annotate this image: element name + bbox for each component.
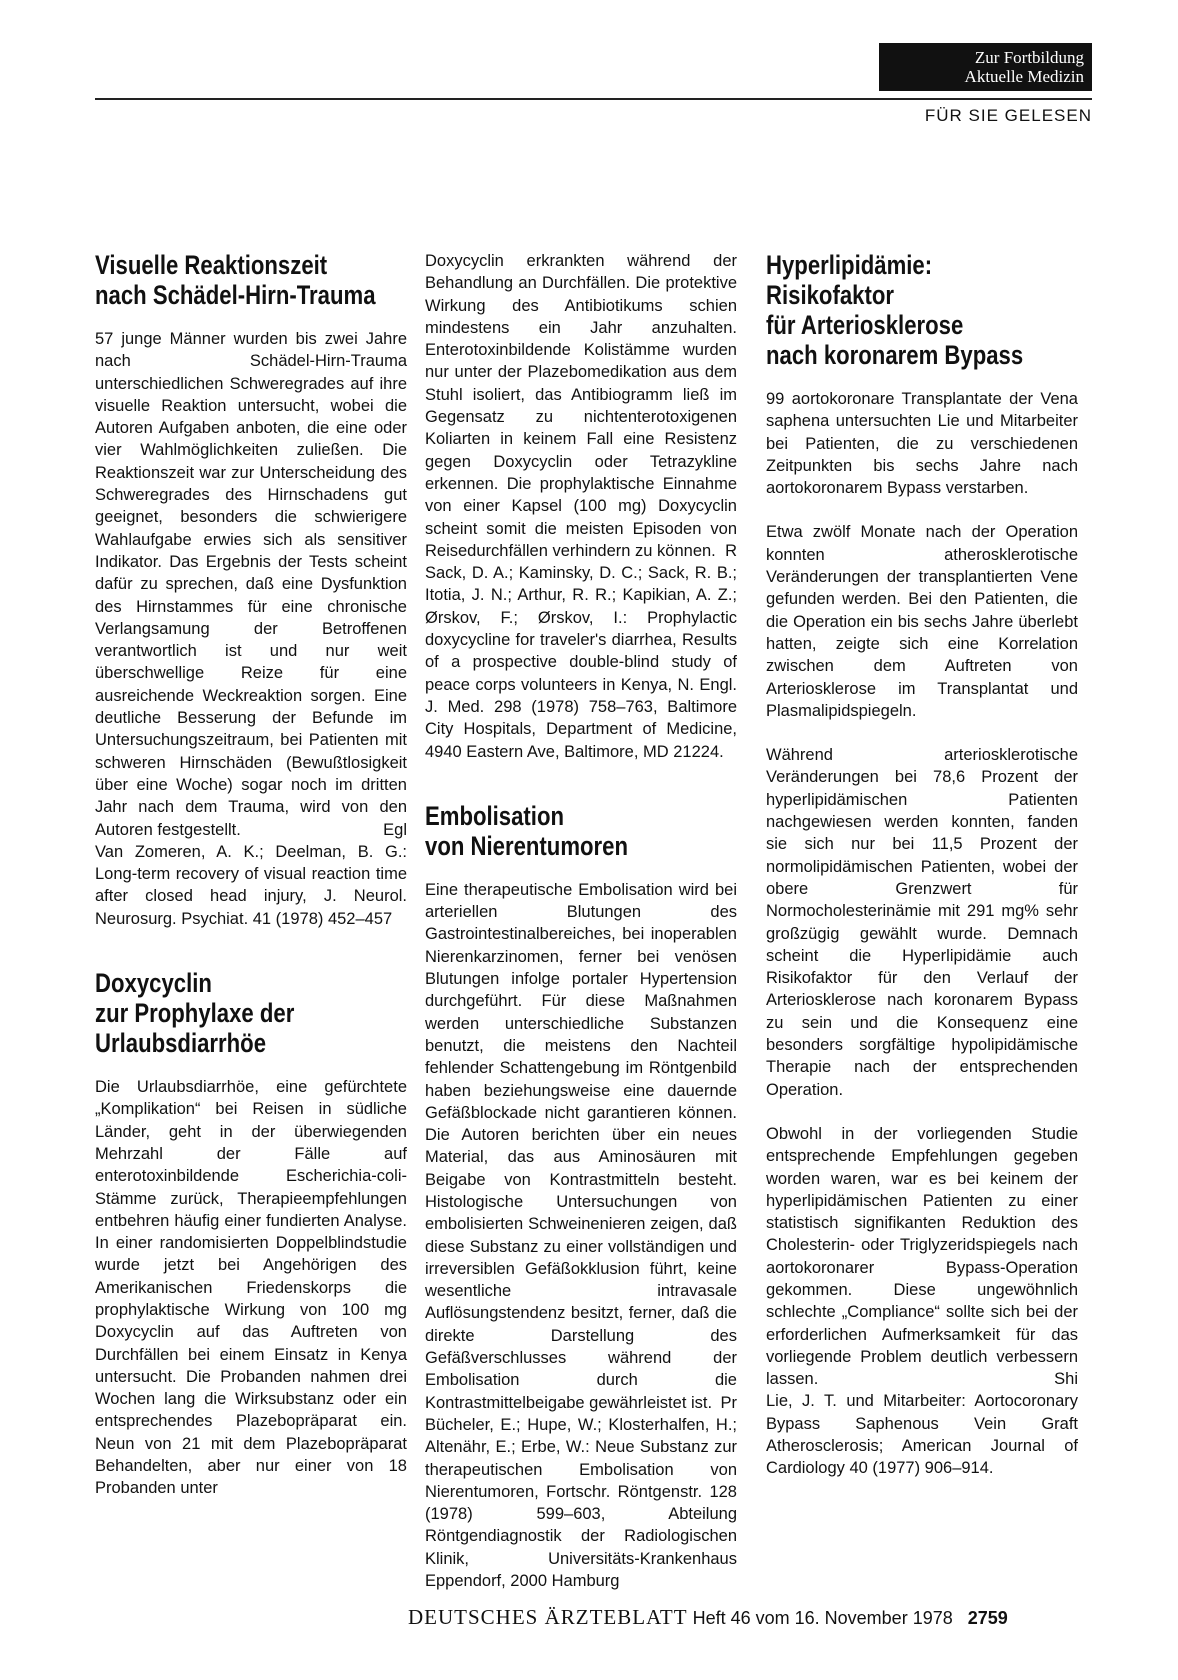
author-signature: R (725, 541, 737, 560)
badge-line-1: Zur Fortbildung (974, 48, 1084, 67)
column-3 (766, 250, 1078, 1518)
column-2 (425, 250, 737, 1630)
article-title: Doxycyclin zur Prophylaxe der Urlaubsdiarrhöe (95, 968, 295, 1059)
article-body: Eine therapeutische Embolisation wird bei arteriellen Blutungen des Gastrointestinalbereiches, bei inoperablen Nierenkarzinomen, ferner bei venösen Blutungen infolge portaler Hypertension durchgeführt. Für diese Maßnahmen werden unterschiedliche Substanzen benutzt, die meistens den Nachteil fehlender Schattengebung im Röntgenbild haben beziehungsweise eine dauernde Gefäßblockade nicht garantieren können. Die Autoren berichten über ein neues Material, das aus Aminosäuren mit Beigabe von Kontrastmitteln besteht. Histologische Untersuchungen von embolisierten Schweinenieren zeigen, daß diese Substanz zu einer vollständigen und irreversiblen Gefäßokklusion führt, keine wesentliche intravasale Auflösungstendenz besitzt, ferner, daß die direkte Darstellung des Gefäßverschlusses während der Embolisation durch die Kontrastmittelbeigabe gewährleistet ist. Pr (425, 879, 737, 1414)
section-label: FÜR SIE GELESEN (924, 106, 1092, 125)
article-paragraph: 99 aortokoronare Transplantate der Vena saphena untersuchten Lie und Mitarbeiter bei Patienten, die zu verschiedenen Zeitpunkten bis sechs Jahre nach aortokoronarem Bypass verstarben. (766, 390, 1078, 498)
badge-line-2: Aktuelle Medizin (964, 67, 1084, 86)
section-badge (879, 43, 1092, 91)
article-body: Doxycyclin erkrankten während der Behandlung an Durchfällen. Die protektive Wirkung des Antibiotikums schien mindestens ein Jahr anzuhalten. Enterotoxinbildende Kolistämme wurden nur unter der Plazebomedikation aus dem Stuhl isoliert, das Antibiogramm ließ im Gegensatz zu nichtenterotoxigenen Koliarten in keinem Fall eine Resistenz gegen Doxycyclin oder Tetrazykline erkennen. Die prophylaktische Einnahme von einer Kapsel (100 mg) Doxycyclin scheint somit die meisten Episoden von Reisedurchfällen verhindern zu können. R (425, 250, 737, 562)
article-title: Visuelle Reaktionszeit nach Schädel-Hirn-Trauma (95, 250, 376, 310)
page-number: 2759 (967, 1608, 1008, 1628)
article-body: Die Urlaubsdiarrhöe, eine gefürchtete „Komplikation“ bei Reisen in südliche Länder, geht in der überwiegenden Mehrzahl der Fälle auf enterotoxinbildende Escherichia-coli-Stämme zurück, Therapieempfehlungen entbehren häufig einer fundierten Analyse. In einer randomisierten Doppelblindstudie wurde jetzt bei Angehörigen des Amerikanischen Friedenskorps die prophylaktische Wirkung von 100 mg Doxycyclin auf das Auftreten von Durchfällen bei einem Einsatz in Kenya untersucht. Die Probanden nahmen drei Wochen lang die Wirksubstanz oder ein entsprechendes Plazebopräparat ein. Neun von 21 mit dem Plazebopräparat Behandelten, aber nur einer von 18 Probanden unter (95, 1078, 407, 1498)
article-reference: Van Zomeren, A. K.; Deelman, B. G.: Long-term recovery of visual reaction time after closed head injury, J. Neurol. Neurosurg. Psychiat. 41 (1978) 452–457 (95, 842, 407, 928)
issue-info: Heft 46 vom 16. November 1978 (692, 1608, 953, 1628)
header-rule (95, 98, 1092, 100)
column-1 (95, 250, 407, 1538)
article-doxycyclin (95, 968, 407, 1500)
article-doxycyclin-continued (425, 250, 737, 763)
article-reference: Sack, D. A.; Kaminsky, D. C.; Sack, R. B.; Itotia, J. N.; Arthur, R. R.; Kapikian, A. Z.; Ørskov, F.; Ørskov, I.: Prophylactic doxycycline for traveler's diarrhea, Results of a prospective double-blind study of peace corps volunteers in Kenya, N. Engl. J. Med. 298 (1978) 758–763, Baltimore City Hospitals, Department of Medicine, 4940 Eastern Ave, Baltimore, MD 21224. (425, 564, 737, 761)
article-body: 57 junge Männer wurden bis zwei Jahre nach Schädel-Hirn-Trauma unterschiedlichen Schweregrades auf ihre visuelle Reaktion untersucht, wobei die Autoren Aufgaben anboten, die eine oder vier Wahlmöglichkeiten zuließen. Die Reaktionszeit war zur Unterscheidung des Schweregrades des Hirnschadens gut geeignet, besonders die schwierigere Wahlaufgabe erwies sich als sensitiver Indikator. Das Ergebnis der Tests scheint dafür zu sprechen, daß eine Dysfunktion des Hirnstammes für eine chronische Verlangsamung der Betroffenen verantwortlich ist und nur weit überschwellige Reize für eine ausreichende Weckreaktion sorgen. Eine deutliche Besserung der Befunde im Untersuchungszeitraum, bei Patienten mit schweren Hirnschäden (Bewußtlosigkeit über eine Woche) sogar noch im dritten Jahr nach dem Trauma, wird von den Autoren festgestellt. Egl (95, 328, 407, 841)
article-embolisation (425, 801, 737, 1593)
article-title: Embolisation von Nierentumoren (425, 800, 628, 861)
article-title: Hyperlipidämie: Risikofaktor für Arteriosklerose nach koronarem Bypass (766, 250, 1024, 370)
article-reference: Bücheler, E.; Hupe, W.; Klosterhalfen, H.; Altenähr, E.; Erbe, W.: Neue Substanz zur therapeutischen Embolisation von Nierentumoren, Fortschr. Röntgenstr. 128 (1978) 599–603, Abteilung Röntgendiagnostik der Radiologischen Klinik, Universitäts-Krankenhaus Eppendorf, 2000 Hamburg (425, 1415, 737, 1591)
author-signature: Shi (1054, 1370, 1078, 1389)
article-paragraph: Etwa zwölf Monate nach der Operation konnten atherosklerotische Veränderungen der transplantierten Vene gefunden werden. Bei den Patienten, die die Operation ein bis sechs Jahre überlebt hatten, zeigte sich eine Korrelation zwischen dem Auftreten von Arteriosklerose im Transplantat und Plasmalipidspiegeln. (766, 523, 1078, 720)
author-signature: Pr (720, 1393, 737, 1412)
article-reaktionszeit (95, 250, 407, 930)
article-reference: Lie, J. T. und Mitarbeiter: Aortocoronary Bypass Saphenous Vein Graft Atherosclerosis; American Journal of Cardiology 40 (1977) 906–914. (766, 1392, 1078, 1478)
author-signature: Egl (383, 820, 407, 839)
article-hyperlipidaemie (766, 250, 1078, 1480)
article-paragraph: Während arteriosklerotische Veränderungen bei 78,6 Prozent der hyperlipidämischen Patienten nachgewiesen werden konnten, fanden sie sich nur bei 11,5 Prozent der normolipidämischen Patienten, wobei der obere Grenzwert für Normocholesterinämie mit 291 mg% sehr großzügig gewählt wurde. Demnach scheint die Hyperlipidämie auch Risikofaktor für den Verlauf der Arteriosklerose nach koronarem Bypass zu sein und die Konsequenz eine besonders sorgfältige hypolipidämische Therapie nach der entsprechenden Operation. (766, 746, 1078, 1099)
journal-name: DEUTSCHES ÄRZTEBLATT (408, 1605, 688, 1629)
page-footer (408, 1605, 1092, 1630)
article-paragraph: Obwohl in der vorliegenden Studie entsprechende Empfehlungen gegeben worden waren, war es bei keinem der hyperlipidämischen Patienten zu einer statistisch signifikanten Reduktion des Cholesterin- oder Triglyzeridspiegels nach aortokoronarer Bypass-Operation gekommen. Diese ungewöhnlich schlechte „Compliance“ sollte sich bei der erforderlichen Aufmerksamkeit für das vorliegende Problem deutlich verbessern lassen. Shi (766, 1123, 1078, 1391)
